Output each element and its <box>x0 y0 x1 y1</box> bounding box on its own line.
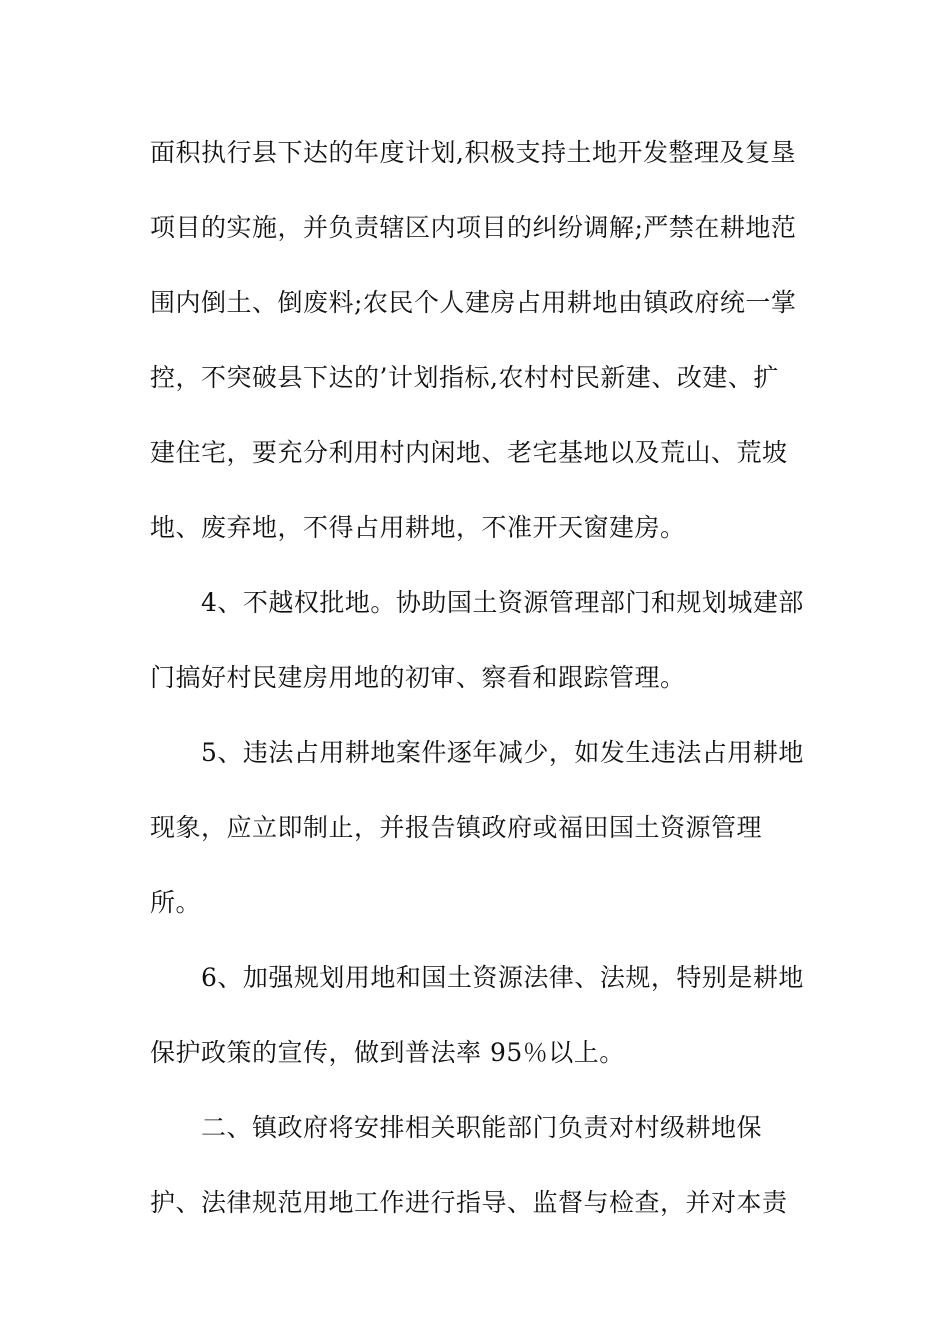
text-line: 控，不突破县下达的’计划指标,农村村民新建、改建、扩 <box>150 363 779 392</box>
text-line: 面积执行县下达的年度计划,积极支持土地开发整理及复垦 <box>150 138 796 167</box>
text-line: 建住宅，要充分利用村内闲地、老宅基地以及荒山、荒坡 <box>150 438 788 467</box>
text-line: 现象，应立即制止，并报告镇政府或福田国土资源管理 <box>150 813 763 842</box>
text-line: 地、废弃地，不得占用耕地，不准开天窗建房。 <box>150 513 686 542</box>
text-line: 门搞好村民建房用地的初审、察看和跟踪管理。 <box>150 663 686 692</box>
paragraph-6-first-line: 6、加强规划用地和国土资源法律、法规，特别是耕地 <box>201 963 804 992</box>
paragraph-4-first-line: 4、不越权批地。协助国土资源管理部门和规划城建部 <box>201 588 804 617</box>
text-line: 所。 <box>150 888 202 917</box>
text-line: 项目的实施，并负责辖区内项目的纠纷调解;严禁在耕地范 <box>150 213 797 242</box>
text-line: 保护政策的宣传，做到普法率 95％以上。 <box>150 1038 625 1067</box>
text-line: 围内倒土、倒废料;农民个人建房占用耕地由镇政府统一掌 <box>150 288 797 317</box>
paragraph-5-first-line: 5、违法占用耕地案件逐年减少，如发生违法占用耕地 <box>201 738 804 767</box>
section-2-first-line: 二、镇政府将安排相关职能部门负责对村级耕地保 <box>201 1113 763 1142</box>
text-line: 护、法律规范用地工作进行指导、监督与检查，并对本责 <box>150 1188 788 1217</box>
